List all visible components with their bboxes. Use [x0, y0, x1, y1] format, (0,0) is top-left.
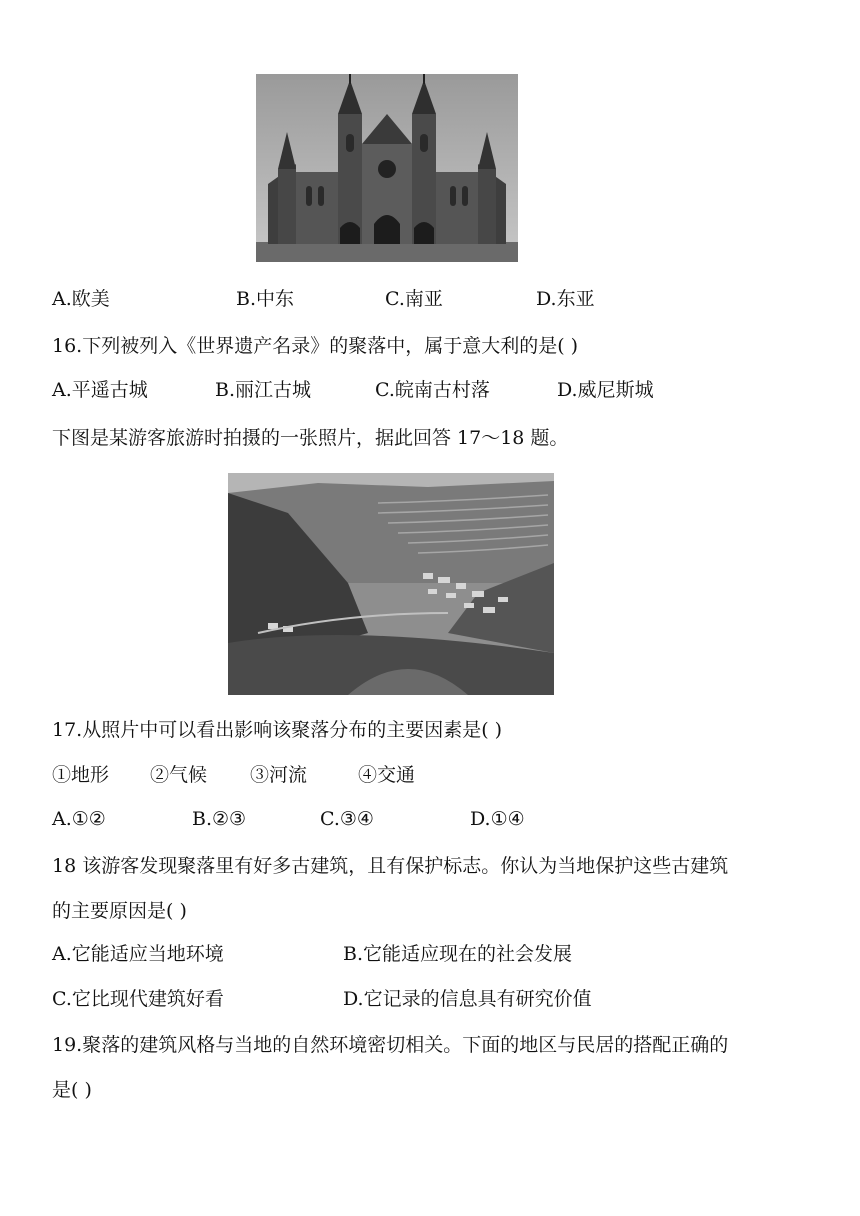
- church-icon: [256, 74, 518, 262]
- q18-option-d: D.它记录的信息具有研究价值: [343, 988, 592, 1010]
- q16-option-c: C.皖南古村落: [375, 379, 490, 401]
- q16-option-b: B.丽江古城: [215, 379, 312, 401]
- q17-factor-2: ②气候: [150, 764, 208, 786]
- q15-option-b: B.中东: [236, 288, 295, 310]
- q18-option-a: A.它能适应当地环境: [52, 943, 224, 965]
- q17-option-a: A.①②: [52, 808, 106, 830]
- q18-stem-line1: 18 该游客发现聚落里有好多古建筑，且有保护标志。你认为当地保护这些古建筑: [52, 855, 729, 877]
- q17-factor-1: ①地形: [52, 764, 110, 786]
- q17-factor-4: ④交通: [358, 764, 416, 786]
- q17-option-c: C.③④: [320, 808, 374, 830]
- q17-option-b: B.②③: [192, 808, 247, 830]
- q17-factor-3: ③河流: [250, 764, 308, 786]
- q16-option-d: D.威尼斯城: [557, 379, 654, 401]
- q18-option-b: B.它能适应现在的社会发展: [343, 943, 573, 965]
- q15-option-d: D.东亚: [536, 288, 595, 310]
- q16-stem: 16.下列被列入《世界遗产名录》的聚落中，属于意大利的是( ): [52, 335, 579, 357]
- q17-option-d: D.①④: [470, 808, 525, 830]
- village-valley-photo: [228, 473, 554, 695]
- church-photo: [256, 74, 518, 262]
- q17-stem: 17.从照片中可以看出影响该聚落分布的主要因素是( ): [52, 719, 503, 741]
- q18-stem-line2: 的主要原因是( ): [52, 900, 187, 922]
- q19-stem-line2: 是( ): [52, 1079, 92, 1101]
- q15-option-c: C.南亚: [385, 288, 443, 310]
- q18-option-c: C.它比现代建筑好看: [52, 988, 224, 1010]
- intro-17-18: 下图是某游客旅游时拍摄的一张照片，据此回答 17～18 题。: [52, 427, 569, 449]
- q19-stem-line1: 19.聚落的建筑风格与当地的自然环境密切相关。下面的地区与民居的搭配正确的: [52, 1034, 729, 1056]
- q16-option-a: A.平遥古城: [52, 379, 148, 401]
- q15-option-a: A.欧美: [52, 288, 110, 310]
- valley-icon: [228, 473, 554, 695]
